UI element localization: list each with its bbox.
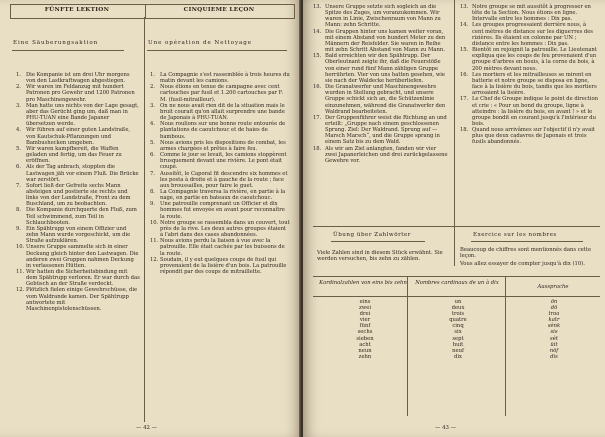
- header-cardinals-german: Kardinalzahlen von eins bis zehn: [319, 280, 407, 286]
- german-exercise-underline: [331, 241, 425, 242]
- german-paragraph-8: 8. Die Kompanie durchquerte den Fluß, zum Teil schwimmend, zum Teil in Schlauchbooten.: [16, 207, 137, 226]
- exercise-column-divider: [454, 226, 455, 266]
- french-number: quatre: [449, 317, 467, 324]
- german-number: vier: [359, 317, 371, 324]
- german-number: fünf: [359, 323, 371, 330]
- french-number: trois: [451, 311, 465, 318]
- number-table-header-rule: [313, 296, 600, 297]
- number-table-divider-2: [505, 276, 506, 416]
- french-paragraph-15: 15. Bientôt on rejoignit la patrouille. Le Lieutenant expliqua que les coups de feu provenaient d'un groupe d'arbres en bouis, à la corne du bois, à 200 mètres devant nous.: [460, 47, 597, 72]
- german-number: acht: [359, 341, 371, 348]
- right-page: [303, 0, 605, 437]
- french-paragraph-5: 5. Nous avions pris les dispositions de combat, les armes chargées et prêtes à faire feu.: [150, 139, 286, 152]
- german-paragraph-15: 15. Bald erreichten wir den Spähtrupp. Der Oberleutnant zeigte ihr, daß die Feuerstöße von einer rund fünf Mann zähligen Gruppe herrührten. Vier von uns hatten gesehen, wie sie nach der Waldecke herüberliefen.: [313, 53, 446, 84]
- french-exercise-text-2: Vous allez essayer de compter jusqu'à dix (10).: [460, 261, 585, 267]
- german-paragraph-6: 6. Als der Tag anbrach, stoppten die Lastwagen jäh vor einem Fluß. Die Brücke war zerstört.: [16, 164, 139, 183]
- header-cardinals-french: Nombres cardinaux de un à dix: [415, 280, 499, 286]
- french-number: sept: [452, 335, 464, 342]
- pronunciation-list: [511, 299, 597, 360]
- french-paragraph-9: 9. Une patrouille comprenant un Officier et dix hommes fut envoyée en avant pour reconnaître la route.: [150, 201, 285, 220]
- german-paragraph-16: 16. Die Granatwerfer und Maschinengewehre wurden in Stellung gebracht, und unsere Gruppe schickt sich an, die Schützenlinie einzunehmen, während die Granatwerfer den Waldrand bearbeiteten.: [313, 84, 446, 115]
- german-exercise-title: Übung über Zahlwörter: [333, 232, 411, 238]
- german-number: zwei: [358, 305, 372, 312]
- german-number-list: [323, 299, 407, 360]
- german-paragraph-10: 10. Unsere Gruppe sammelte sich in einer Deckung gleich hinter den Lastwagen. Die anderen zwei Gruppen nahmen Deckung in verlassenen Hütten.: [16, 244, 139, 269]
- header-pronunciation: Aussprache: [537, 284, 569, 290]
- german-lesson-title: FÜNFTE LEKTION: [44, 7, 110, 13]
- french-number: un: [454, 299, 462, 305]
- french-number: dix: [453, 353, 462, 360]
- french-section-title: Une opération de Nettoyage: [148, 40, 252, 46]
- german-title-underline: [12, 50, 124, 51]
- french-paragraph-6: 6. Comme le jour se levait, les camions stoppèrent brusquement devant une rivière. Le pont était coupé.: [150, 152, 287, 171]
- left-column-divider: [144, 17, 145, 422]
- french-number: deux: [451, 305, 465, 312]
- german-text-column: [16, 72, 140, 312]
- french-paragraph-2: 2. Nous étions en tenue de campagne avec cent cartouches par fusil et 1.200 cartouches par F. M. (fusil-mitrailleur).: [150, 84, 284, 103]
- german-exercise-text: Viele Zahlen sind in diesem Stück erwähnt. Sie werden versuchen, bis zehn zu zählen.: [317, 250, 443, 263]
- french-number: huit: [452, 341, 464, 348]
- german-section-title: Eine Säuberungsaktion: [13, 40, 99, 46]
- german-number: eins: [359, 299, 371, 305]
- french-paragraph-18: 18. Quand nous arrivâmes sur l'objectif il n'y avait plus que deux cadavres de Japonais et trois fusils abandonnés.: [460, 127, 595, 146]
- french-paragraph-4: 4. Nous roulions sur une bonne route entourée de plantations de caoutchouc et de haies de bambous.: [150, 121, 286, 140]
- french-number: neuf: [452, 347, 464, 354]
- pronunciation: troa: [548, 311, 560, 318]
- french-number: six: [454, 329, 462, 336]
- french-paragraph-14: 14. Les groupes progressaient derrière nous, à cent mètres de distance sur les digueттes des rizières. Ils étaient en colonne par UN ; distance entre les hommes : Dix pas.: [460, 22, 593, 47]
- german-number: sechs: [357, 329, 373, 336]
- french-exercise-title: Exercice sur les nombres: [473, 232, 557, 238]
- french-paragraph-7: 7. Aussitôt, le Caporal fit descendre six hommes et les posta à droite et à gauche de la route ; face aux broussailles, pour faire le guet.: [150, 170, 288, 189]
- german-paragraph-2: 2. Wir waren im Feldanzug mit hundert Patronen pro Gewehr und 1200 Patronen pro Maschinengewehr.: [16, 84, 135, 103]
- pronunciation: katr: [548, 317, 560, 324]
- pronunciation: sèt: [550, 335, 558, 342]
- pronunciation: üit: [550, 341, 558, 348]
- page-number-right: — 43 —: [435, 425, 457, 431]
- german-paragraph-17: 17. Der Gruppenführer weist die Richtung an und erteilt: „Gruppe nach einem geschlossenen Sprung. Ziel: Der Waldrand. Sprung auf — Marsch Marsch“, und die Gruppe sprang in einem Satz bis zu dem Wald.: [313, 114, 447, 146]
- pronunciation: dis: [550, 353, 558, 360]
- french-lesson-title: CINQUIEME LEÇON: [183, 7, 255, 13]
- french-paragraph-10: 10. Notre groupe se rassembla dans un couvert, tout près de la rive. Les deux autres groupes étaient à l'abri dans des cases abandonnées.: [150, 219, 290, 239]
- german-number: sieben: [356, 335, 374, 342]
- number-table-top-rule: [313, 276, 600, 277]
- german-paragraph-12: 12. Plötzlich fielen einige Gewehrschüsse, die vom Waldrande kamen. Der Spähtrupp antwortete mit Maschinenpistolenschüssen.: [16, 287, 138, 312]
- german-paragraph-18: 18. Als wir am Ziel anlangten, fanden wir vier zwei Japanerleichen und drei zurückgelassene Gewehre vor.: [313, 145, 448, 164]
- french-exercise-underline: [471, 241, 583, 242]
- german-number: neun: [358, 347, 372, 354]
- german-paragraph-13: 13. Unsere Gruppe setzte sich sogleich an die Spitze des Zuges, um voranzukommen. Wir waren in Linie, Zwischenraum von Mann zu Mann: zehn Schritte.: [313, 4, 441, 29]
- german-paragraph-5: 5. Wir waren kampfbereit, die Waffen geladen und fertig, um das Feuer zu eröffnen.: [16, 145, 122, 165]
- page-number-left: — 42 —: [136, 425, 158, 431]
- german-paragraph-3: 3. Man hatte uns nichts von der Lage gesagt, aber das Gerücht ging um, daß man in PHU-TUAN eine Bande Japaner übersetzen werde.: [16, 102, 139, 128]
- french-paragraph-12: 12. Soudain, il y eut quelques coups de fusil qui provenaient de la lisière d'un bois. La patrouille répondit par des coups de mitraillette.: [150, 256, 287, 275]
- french-text-column: [150, 72, 290, 275]
- german-number: drei: [359, 311, 371, 318]
- french-paragraph-16: 16. Les mortiers et les mitrailleuses se mirent en batterie et notre groupe se disposa en ligne, face à la lisière du bois, tandis que les mortiers arrosaient la lisière.: [460, 71, 597, 97]
- exercise-top-rule: [313, 226, 600, 227]
- pronunciation: dö: [550, 305, 558, 312]
- german-paragraph-14: 14. Die Gruppen hinter uns kamen weiter voran, mit einem Abstand von hundert Meter zu den Männern der Reisfelder. Sie waren in Reihe mit zehn Schritt Abstand von Mann zu Mann.: [313, 28, 446, 54]
- german-paragraph-11: 11. Wir hatten die Sicherheitsbindung mit dem Spähtrupp verloren. Er war durch das Gebüsch an der Straße verdeckt.: [16, 269, 140, 288]
- german-paragraph-4: 4. Wir führen auf einer guten Landstraße, von Kautschuk-Pflanzungen und Bambushecken umgeben.: [16, 127, 131, 146]
- french-text-column-continued: [460, 4, 598, 146]
- french-title-underline: [147, 50, 287, 51]
- german-text-column-continued: [313, 4, 449, 164]
- german-paragraph-7: 7. Sofort ließ der Gefreite sechs Mann absteigen und postierte sie rechts und links von der Landstraße, Front zu dem Buschland, um zu beobachten.: [16, 182, 131, 208]
- german-paragraph-9: 9. Ein Spähtrupp von einem Offizier und zehn Mann wurde vorgeschickt, um die Straße aufzuklären.: [16, 225, 131, 245]
- french-paragraph-11: 11. Nous avions perdu la liaison à vue avec la patrouille. Elle était cachée par les buissons de la route.: [150, 238, 285, 257]
- french-number-list: [415, 299, 501, 360]
- french-paragraph-8: 8. La Compagnie traversa la rivière, en partie à la nage, en partie en bateaux de caoutchouc.: [150, 188, 286, 202]
- pronunciation: sis: [550, 329, 558, 336]
- german-number: zehn: [358, 353, 372, 360]
- french-paragraph-13: 13. Notre groupe se mit aussitôt à progresser en tête de la Section. Nous étions en ligne. Intervalle entre les hommes : Dix pas.: [460, 4, 591, 23]
- pronunciation: sènk: [547, 323, 561, 330]
- french-exercise-text-1: Beaucoup de chiffres sont mentionnés dans cette leçon.: [460, 247, 592, 260]
- french-paragraph-17: 17. Le Chef de Groupe indique le point de direction et crie : « Pour un bond du groupe, ligne à atteindre : la lisière du bois, en avant ! » et le groupe bondit en courant jusqu'à l'intérieur du bois.: [460, 96, 598, 127]
- pronunciation: nöf: [549, 347, 559, 354]
- left-page: [0, 0, 301, 437]
- french-paragraph-3: 3. On ne nous avait rien dit de la situation mais le bruit courait qu'on allait surprendre une bande de Japonais à PHU-TUAN.: [150, 102, 285, 122]
- french-paragraph-1: 1. La Compagnie s'est rassemblée à trois heures du matin devant les camions.: [150, 72, 290, 85]
- german-paragraph-1: 1. Die Kompanie ist um drei Uhr morgens von den Lastkraftwagen abgestiegen.: [16, 72, 130, 85]
- french-number: cinq: [452, 323, 464, 330]
- pronunciation: ön: [550, 299, 558, 305]
- right-column-divider: [454, 0, 455, 226]
- number-table-divider-1: [407, 276, 408, 416]
